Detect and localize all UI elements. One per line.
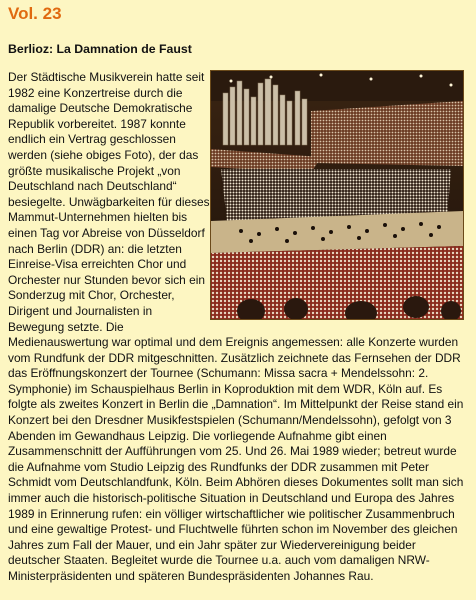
- body-paragraph: Der Städtische Musikverein hatte seit 1982 eine Konzertreise durch die damalige Deutsche Demokratische Republik vorbereitet. 1987 konnte endlich ein Vertrag geschlossen werden (siehe obiges Foto), der das größte musikalische Projekt „von Deutschland nach Deutschland“ besiegelte. Unwägbarkeiten für dieses Mammut-Unternehmen hielten bis einen Tag vor Abreise von Düsseldorf nach Berlin (DDR) an: die letzten Einreise-Visa erreichten Chor und Orchester nur Stunden bevor sich ein Sonderzug mit Chor, Orchester, Dirigent und Journalisten in Bewegung setzte. Die Medienauswertung war optimal und dem Ereignis angemessen: alle Konzerte wurden vom Rundfunk der DDR mitgeschnitten. Zusätzlich zeichnete das Fernsehen der DDR das Eröffnungskonzert der Tournee (Schumann: Missa sacra + Mendelssohn: 2. Symphonie) im Schauspielhaus Berlin in Koproduktion mit dem WDR, Köln auf. Es folgte als zweites Konzert in Berlin die „Damnation“. Im Mittelpunkt der Reise stand ein Konzert bei den Dresdner Musikfestspielen (Schumann/Mendelssohn), gefolgt von 3 Abenden im Gewandhaus Leipzig. Die vorliegende Aufnahme gibt einen Zusammenschnitt der Aufführungen vom 25. Und 26. Mai 1989 wieder; betreut wurde die Aufnahme vom Studio Leipzig des Rundfunks der DDR zusammen mit Peter Schmidt vom Deutschlandfunk, Köln. Beim Abhören dieses Dokumentes sollt man sich immer auch die historisch-politische Situation in Deutschland und Europa des Jahres 1989 in Erinnerung rufen: ein völliger wirtschaftlicher wie politischer Zusammenbruch und eine gewaltige Protest- und Fluchtwelle führten schon im November des gleichen Jahres zum Fall der Mauer, und ein Jahr später zur Wiedervereinigung beider deutscher Staaten. Begleitet wurde die Tournee u.a. auch vom damaligen NRW-Ministerpräsidenten und späteren Bundespräsidenten Johannes Rau.: [8, 70, 464, 583]
- body-text: [8, 70, 468, 585]
- photo-spacer: [216, 70, 468, 320]
- volume-label: Vol. 23: [8, 4, 62, 23]
- page-title: Berlioz: La Damnation de Faust: [8, 42, 192, 56]
